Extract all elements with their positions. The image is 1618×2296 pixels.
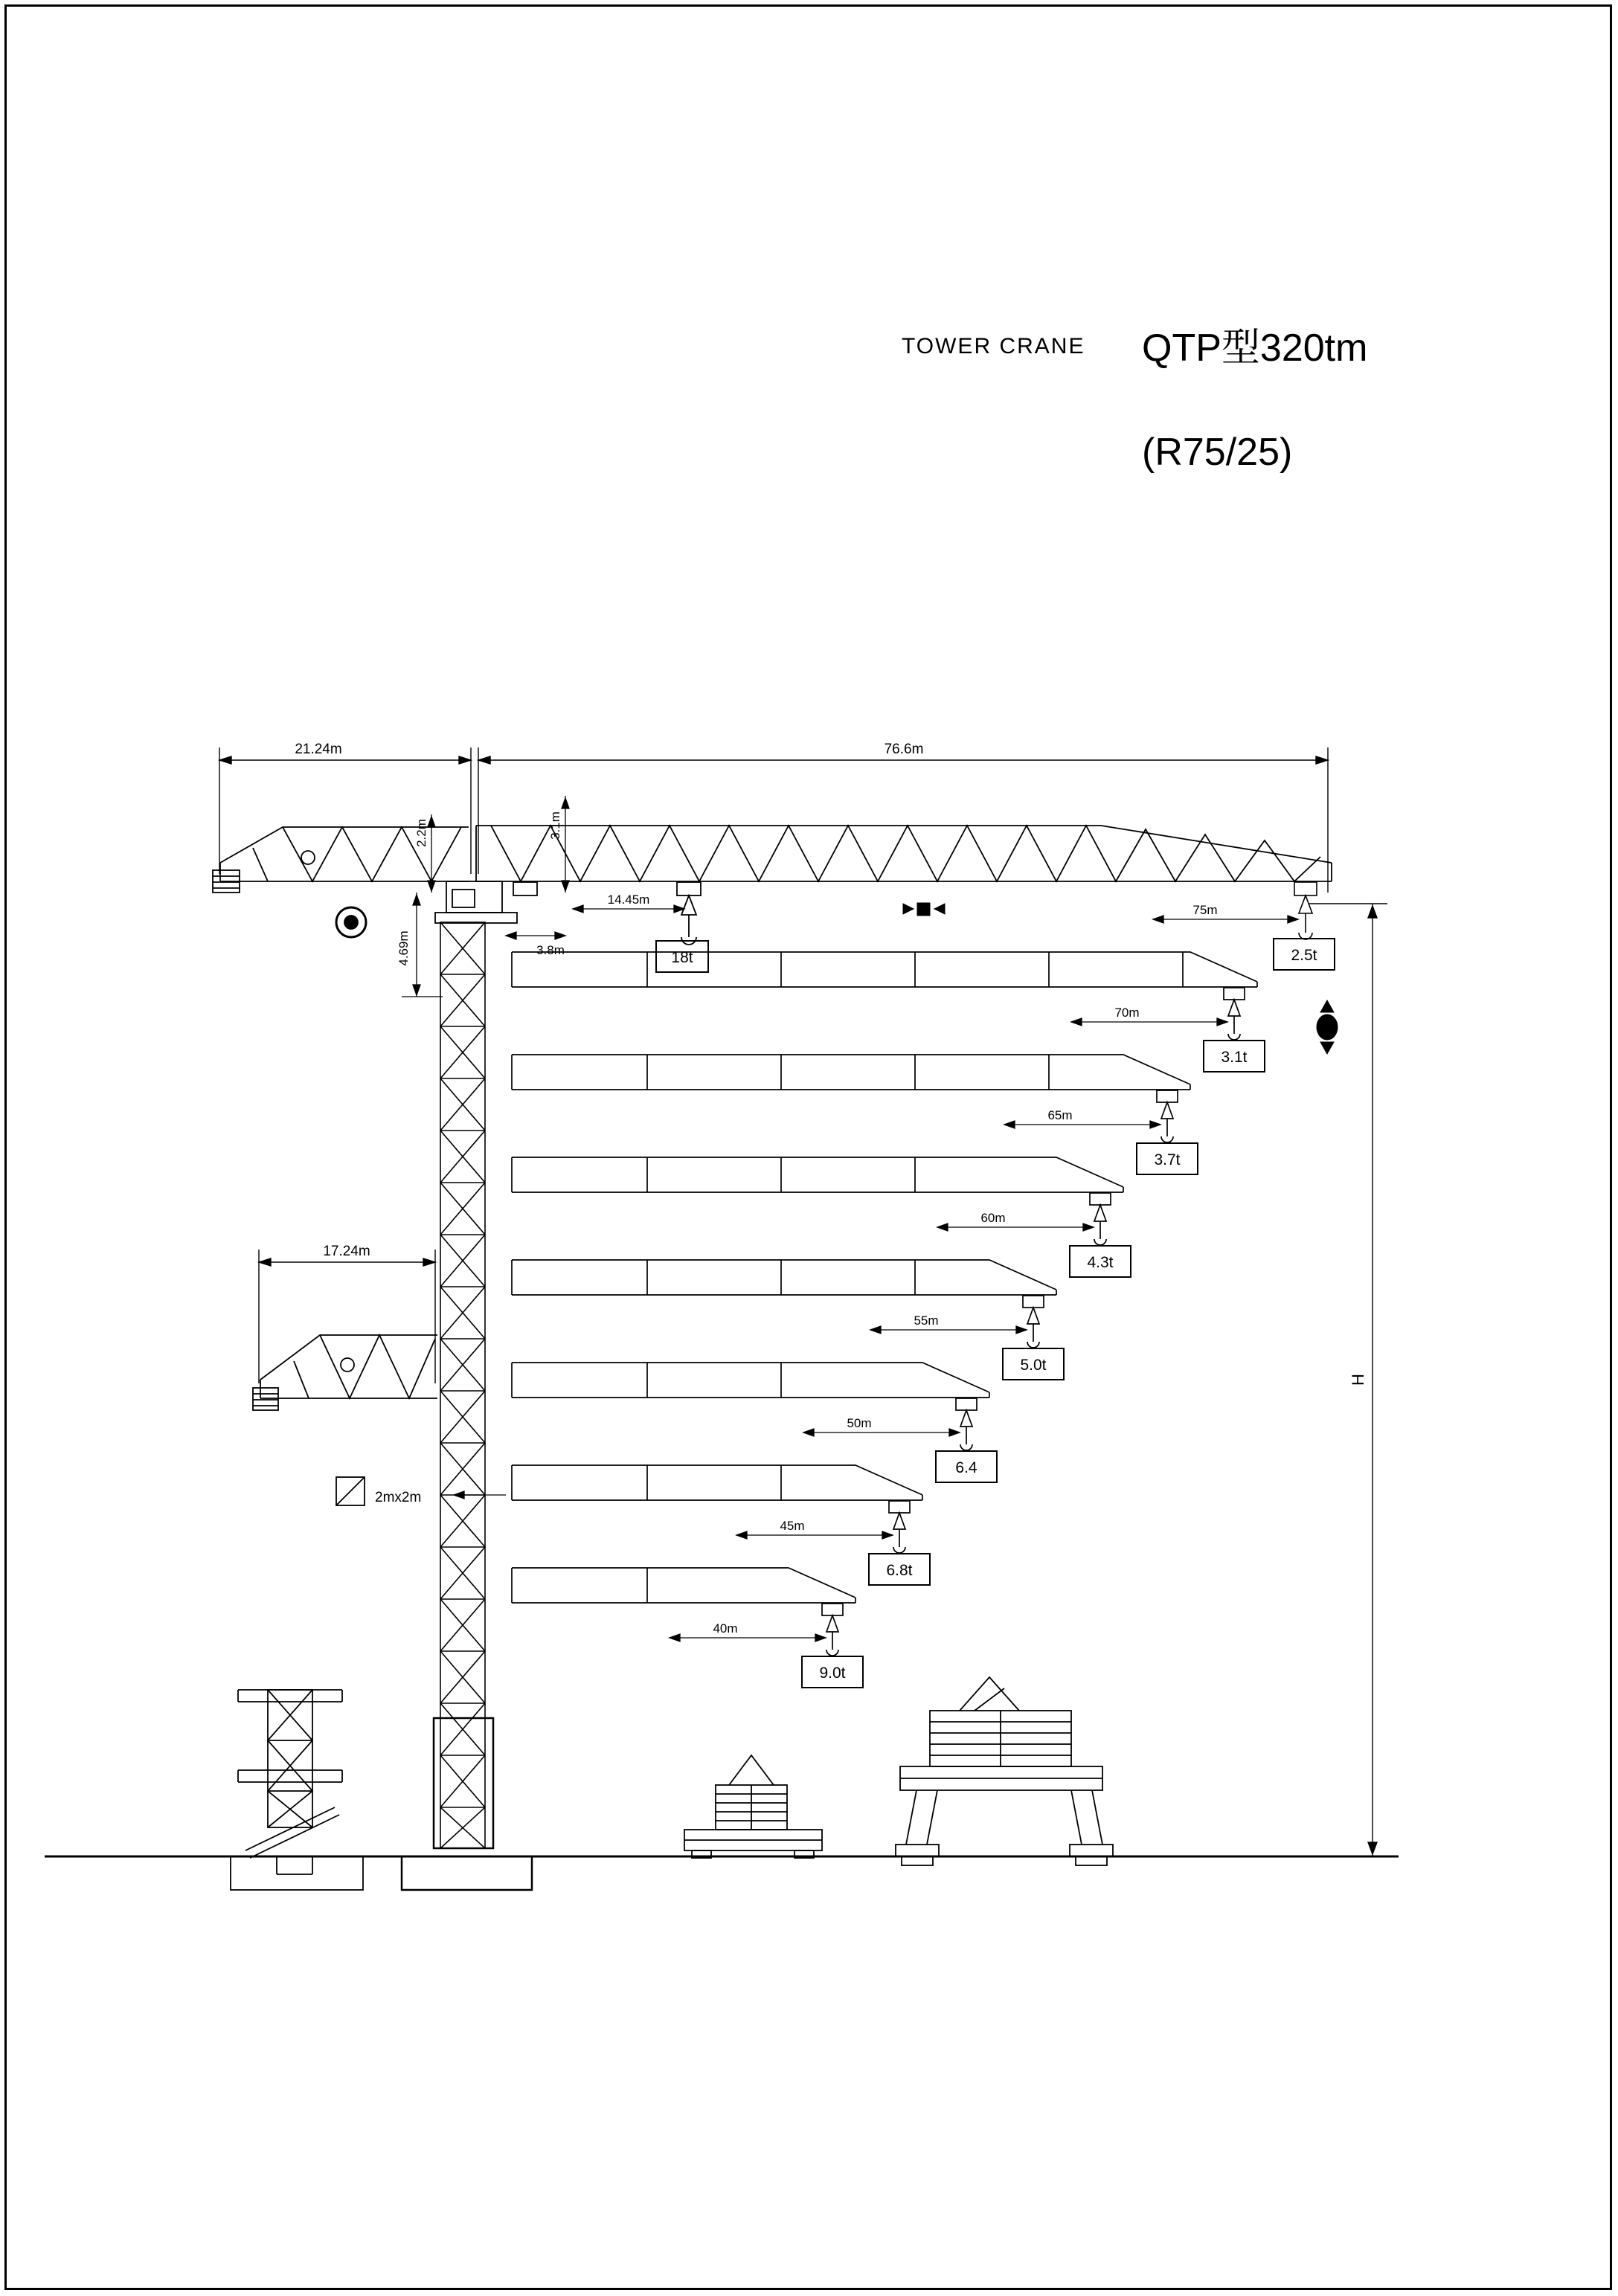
tower-mast bbox=[440, 922, 485, 1848]
slewing-unit-cab bbox=[336, 881, 517, 937]
hoist-direction-icon bbox=[1317, 1000, 1338, 1054]
undercarriage-small bbox=[684, 1755, 822, 1858]
dim-70m-label: 70m bbox=[1114, 1006, 1140, 1020]
mast-section-leader bbox=[454, 1491, 506, 1499]
dim-55m bbox=[870, 1326, 1027, 1334]
jib-bar-55m bbox=[512, 1260, 1056, 1348]
jib-bar-40m bbox=[512, 1568, 855, 1656]
dim-17-24m bbox=[259, 1250, 435, 1383]
dim-60m bbox=[937, 1223, 1094, 1231]
load-badge-40m-label: 9.0t bbox=[819, 1665, 846, 1682]
main-jib bbox=[476, 826, 1332, 881]
secondary-counter-jib bbox=[253, 1335, 437, 1410]
dim-75m bbox=[1153, 916, 1298, 923]
load-badge-50m-label: 6.4 bbox=[955, 1459, 977, 1476]
jib-row-75m bbox=[1294, 882, 1317, 939]
dim-3-8m-label: 3.8m bbox=[536, 943, 565, 957]
jib-bar-65m bbox=[512, 1055, 1190, 1142]
travelling-base bbox=[896, 1677, 1113, 1865]
mast-section-label: 2mx2m bbox=[375, 1490, 422, 1505]
dim-65m bbox=[1004, 1121, 1160, 1128]
dim-50m bbox=[803, 1429, 960, 1436]
dim-2-2m bbox=[428, 814, 435, 893]
mast-section-symbol bbox=[336, 1477, 365, 1505]
load-badge-55m-label: 5.0t bbox=[1020, 1357, 1047, 1374]
jib-bar-45m bbox=[512, 1465, 922, 1553]
dim-45m bbox=[736, 1531, 893, 1539]
dim-65m-label: 65m bbox=[1047, 1108, 1073, 1122]
title-prefix: TOWER CRANE bbox=[902, 334, 1085, 358]
dim-3-1m bbox=[562, 796, 569, 893]
dim-40m bbox=[670, 1634, 826, 1641]
load-badge-max-label: 18t bbox=[671, 949, 693, 966]
title-model: QTP型320tm bbox=[1142, 327, 1368, 370]
dim-4-69m-label: 4.69m bbox=[397, 930, 411, 966]
dim-counter-jib-label: 21.24m bbox=[295, 742, 342, 757]
dim-70m bbox=[1071, 1018, 1227, 1026]
jib-centre-marker bbox=[903, 903, 945, 916]
jib-bar-70m bbox=[512, 952, 1257, 1040]
dim-60m-label: 60m bbox=[980, 1211, 1006, 1225]
dim-counterjib bbox=[219, 747, 471, 874]
dim-45m-label: 45m bbox=[780, 1519, 805, 1533]
dim-40m-label: 40m bbox=[713, 1621, 738, 1636]
dim-3-8m bbox=[506, 932, 565, 939]
title-variant: (R75/25) bbox=[1142, 431, 1293, 474]
load-badge-75m-label: 2.5t bbox=[1291, 947, 1317, 964]
jib-bar-60m bbox=[512, 1157, 1123, 1245]
dim-17-24m-label: 17.24m bbox=[323, 1244, 370, 1259]
jib-bar-50m bbox=[512, 1363, 989, 1450]
mast-section-detail bbox=[231, 1690, 363, 1890]
dim-mainjib bbox=[478, 747, 1328, 893]
load-badge-45m-label: 6.8t bbox=[886, 1562, 913, 1579]
dim-H-label: H bbox=[1349, 1374, 1367, 1386]
dim-3-1m-label: 3.1m bbox=[548, 811, 562, 840]
mast-foundation bbox=[402, 1856, 532, 1890]
dim-50m-label: 50m bbox=[847, 1416, 872, 1430]
dim-2-2m-label: 2.2m bbox=[414, 819, 428, 847]
dim-55m-label: 55m bbox=[914, 1313, 939, 1328]
load-badge-60m-label: 4.3t bbox=[1087, 1254, 1114, 1271]
load-badge-70m-label: 3.1t bbox=[1221, 1049, 1248, 1066]
dim-main-jib-label: 76.6m bbox=[884, 742, 924, 757]
dim-14-45m-label: 14.45m bbox=[607, 893, 650, 907]
load-badge-65m-label: 3.7t bbox=[1154, 1151, 1181, 1168]
dim-75m-label: 75m bbox=[1192, 903, 1218, 917]
